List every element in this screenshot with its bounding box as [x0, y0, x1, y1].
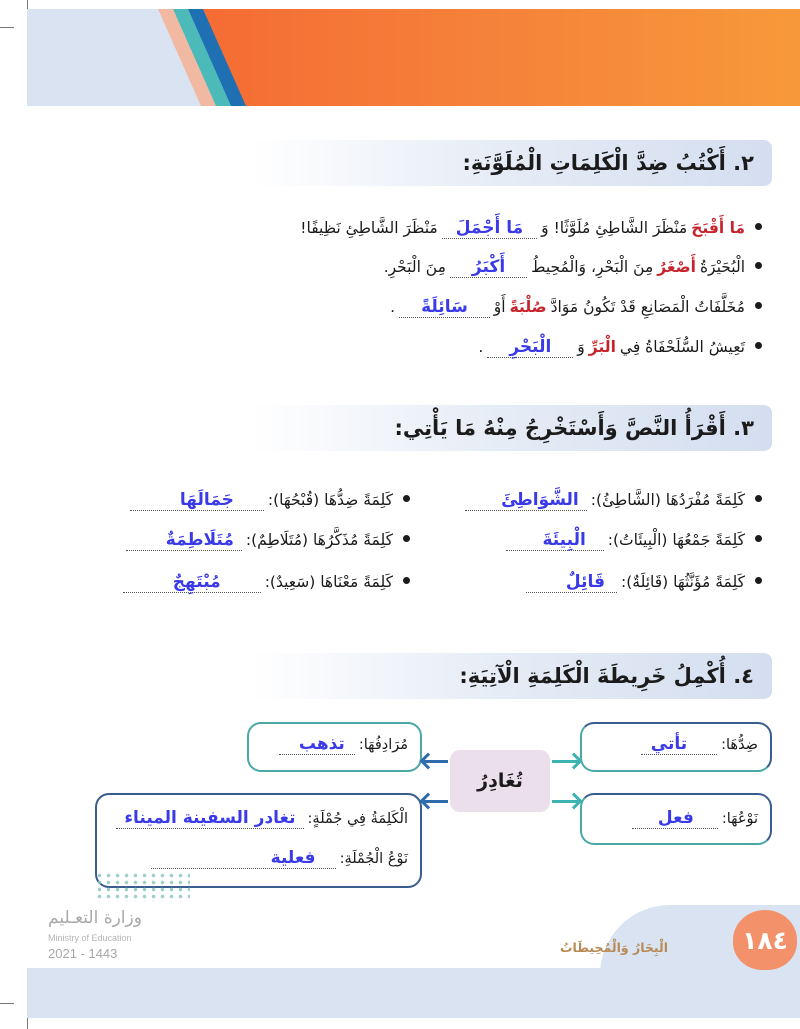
section-3-item [526, 572, 762, 593]
answer-field[interactable]: مَا أَجْمَلَ [442, 218, 537, 239]
item-label: كَلِمَةً مُفْرَدُهَا (الشَّاطِئُ): [590, 491, 745, 509]
item-text: . [478, 338, 484, 356]
item-label: كَلِمَةً مُؤَنَّثُهَا (قَائِلَةٌ): [620, 573, 745, 591]
item-text: مُخَلَّفَاتُ الْمَصَانِعِ قَدْ تَكُونُ مَوَادَّ [550, 298, 745, 316]
antonym-answer[interactable]: تأتي [641, 734, 717, 755]
bullet-icon [403, 577, 410, 584]
arrow-right-icon [552, 800, 578, 803]
item-label: كَلِمَةً جَمْعُهَا (الْبِيئَاتُ): [607, 531, 745, 549]
ministry-name-en: Ministry of Education [48, 933, 132, 943]
banner-orange-panel [27, 9, 800, 106]
sentence-type-line [151, 848, 408, 869]
arrow-right-icon [552, 760, 578, 763]
footer-band [27, 968, 800, 1018]
sentence-line [116, 808, 408, 829]
page-number: ١٨٤ [742, 925, 788, 955]
item-text: الْبُحَيْرَةُ [699, 258, 745, 276]
section-3-item [130, 490, 410, 511]
section-3-item [126, 530, 410, 551]
arrow-left-icon [424, 760, 448, 763]
answer-field[interactable]: مُتَلَاطِمَةٌ [126, 530, 242, 551]
answer-field[interactable]: جَمَالَهَا [130, 490, 264, 511]
ministry-name-ar: وزارة التعـليم [48, 908, 142, 928]
section-2-heading [252, 140, 772, 186]
sentence-type-answer[interactable]: فعلية [151, 848, 336, 869]
page-number-badge [733, 910, 797, 970]
bullet-icon [755, 535, 762, 542]
edition-year: 2021 - 1443 [48, 946, 118, 961]
answer-field[interactable]: الشَّوَاطِئَ [465, 490, 587, 511]
section-3-item [123, 572, 410, 593]
section-3-item [465, 490, 762, 511]
synonym-line [279, 734, 408, 755]
bullet-icon [403, 535, 410, 542]
item-label: كَلِمَةً ضِدُّهَا (قُبْحُهَا): [267, 491, 393, 509]
answer-field[interactable]: مُبْتَهِجٌ [123, 572, 261, 593]
section-2-item [478, 337, 762, 358]
section-2-title: ٢. أَكْتُبُ ضِدَّ الْكَلِمَاتِ الْمُلَوَّنَةِ: [462, 151, 754, 175]
section-4-title: ٤. أُكْمِلُ خَرِيطَةَ الْكَلِمَةِ الْآتِيَةِ: [459, 664, 754, 688]
bullet-icon [755, 302, 762, 309]
antonym-line [641, 734, 758, 755]
crop-mark [0, 27, 14, 28]
section-3-title: ٣. أَقْرَأُ النَّصَّ وَأَسْتَخْرِجُ مِنْهُ مَا يَأْتِي: [394, 416, 754, 440]
section-3-item [506, 530, 762, 551]
center-word: تُغَادِرُ [477, 770, 523, 792]
arrow-left-icon [424, 800, 448, 803]
answer-field[interactable]: قَائِلٌ [526, 572, 617, 593]
header-banner [27, 9, 800, 106]
item-label: كَلِمَةً مُذَكَّرُهَا (مُتَلَاطِمٌ): [245, 531, 393, 549]
section-2-item [384, 257, 762, 278]
type-line [632, 808, 758, 829]
section-2-item [300, 218, 762, 239]
chapter-title: الْبِحَارُ وَالْمُحِيطَاتُ [560, 940, 669, 955]
item-text: مَنْظَرَ الشَّاطِئِ مُلَوَّثًا! وَ [541, 219, 688, 237]
colored-word: مَا أَقْبَحَ [691, 219, 745, 237]
crop-mark [0, 1003, 14, 1004]
colored-word: الْبَرِّ [588, 338, 616, 356]
item-text: . [390, 298, 396, 316]
answer-field[interactable]: الْبِيئَةَ [506, 530, 603, 551]
center-word-box [450, 750, 550, 812]
sentence-answer[interactable]: تغادر السفينة الميناء [116, 808, 303, 829]
bullet-icon [755, 262, 762, 269]
bullet-icon [755, 223, 762, 230]
colored-word: صُلْبَةً [509, 298, 547, 316]
answer-field[interactable]: الْبَحْرِ [487, 337, 573, 358]
bullet-icon [755, 577, 762, 584]
item-text: مَنْظَرَ الشَّاطِئِ نَظِيفًا! [300, 219, 438, 237]
antonym-label: ضِدُّهَا: [721, 737, 758, 753]
item-text: أَوْ [493, 298, 506, 316]
colored-word: أَصْغَرُ [657, 258, 696, 276]
item-text: مِنَ الْبَحْرِ. [383, 258, 446, 276]
item-text: تَعِيشُ السُّلَحْفَاةُ فِي [619, 338, 745, 356]
sentence-type-label: نَوْعُ الْجُمْلَةِ: [339, 851, 408, 867]
synonym-label: مُرَادِفُهَا: [358, 737, 408, 753]
ministry-logo-dots-icon [95, 872, 190, 902]
bullet-icon [403, 495, 410, 502]
bullet-icon [755, 495, 762, 502]
section-2-item [390, 297, 762, 318]
answer-field[interactable]: سَائِلَةً [399, 297, 490, 318]
item-label: كَلِمَةً مَعْنَاهَا (سَعِيدٌ): [264, 573, 393, 591]
bullet-icon [755, 342, 762, 349]
sentence-label: الْكَلِمَةُ فِي جُمْلَةٍ: [307, 811, 408, 827]
answer-field[interactable]: أَكْبَرُ [450, 257, 527, 278]
section-4-heading [252, 653, 772, 699]
section-3-heading [252, 405, 772, 451]
synonym-answer[interactable]: تذهب [279, 734, 355, 755]
item-text: مِنَ الْبَحْرِ، وَالْمُحِيطُ [531, 258, 654, 276]
type-answer[interactable]: فعل [632, 808, 718, 829]
item-text: وَ [577, 338, 585, 356]
type-label: نَوْعُهَا: [721, 811, 758, 827]
